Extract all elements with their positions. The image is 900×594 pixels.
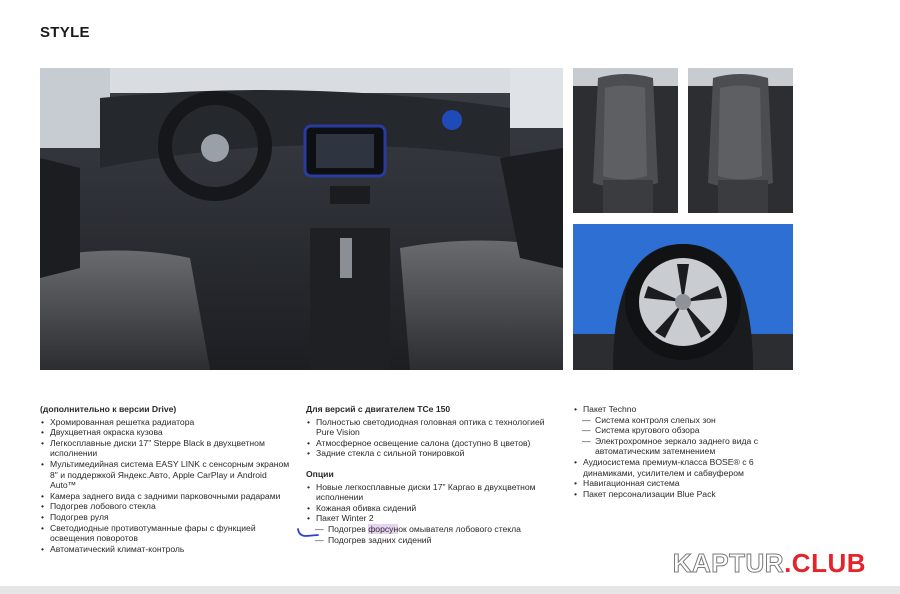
- list-item: • Кожаная обивка сидений: [306, 503, 556, 514]
- list-item: • Легкосплавные диски 17" Steppe Black в двухцветном исполнении: [40, 438, 290, 459]
- feature-list: [573, 457, 803, 499]
- list-item: • Пакет Techno: [573, 404, 803, 415]
- list-item: • Подогрев руля: [40, 512, 290, 523]
- options-heading: Опции: [306, 468, 334, 479]
- alloy-wheel-photo: [573, 224, 793, 370]
- list-item: • Двухцветная окраска кузова: [40, 427, 290, 438]
- feature-column-3: [573, 404, 803, 499]
- site-watermark: [673, 548, 866, 579]
- watermark-part-1: KAPTUR: [672, 548, 785, 578]
- feature-list: [40, 417, 290, 555]
- list-item: • Подогрев лобового стекла: [40, 501, 290, 512]
- list-item: • Мультимедийная система EASY LINK с сенсорным экраном 8" и поддержкой Яндекс.Авто, Apple CarPlay и Android Auto™: [40, 459, 290, 491]
- seat-photo-right: [688, 68, 793, 213]
- techno-package-sublist: [573, 415, 803, 457]
- list-item: • Хромированная решетка радиатора: [40, 417, 290, 428]
- pen-annotation-mark: [296, 526, 320, 540]
- bottom-scrollbar-strip: [0, 586, 900, 594]
- list-item: • Полностью светодиодная головная оптика с технологией Pure Vision: [306, 417, 556, 438]
- highlighted-text: форсун: [368, 523, 399, 534]
- feature-column-2: [306, 404, 556, 545]
- list-item: • Навигационная система: [573, 478, 803, 489]
- watermark-part-2: .CLUB: [784, 548, 866, 578]
- list-item: [306, 524, 556, 535]
- feature-list: [306, 417, 556, 459]
- list-item: • Задние стекла с сильной тонировкой: [306, 448, 556, 459]
- list-item: • Камера заднего вида с задними парковочными радарами: [40, 491, 290, 502]
- list-item: • Пакет персонализации Blue Pack: [573, 489, 803, 500]
- list-item: — Подогрев задних сидений: [306, 535, 556, 546]
- list-item: • Атмосферное освещение салона (доступно 8 цветов): [306, 438, 556, 449]
- feature-list: [573, 404, 803, 415]
- list-item: • Новые легкосплавные диски 17" Каргао в двухцветном исполнении: [306, 482, 556, 503]
- list-item: • Автоматический климат-контроль: [40, 544, 290, 555]
- seat-photo-left: [573, 68, 678, 213]
- car-interior-photo: [40, 68, 563, 370]
- list-item: — Система кругового обзора: [573, 425, 803, 436]
- list-item: — Система контроля слепых зон: [573, 415, 803, 426]
- feature-column-1: [40, 404, 290, 554]
- list-item: — Электрохромное зеркало заднего вида с автоматическим затемнением: [573, 436, 803, 457]
- list-item: • Светодиодные противотуманные фары с функцией освещения поворотов: [40, 523, 290, 544]
- list-item: • Аудиосистема премиум-класса BOSE® с 6 динамиками, усилителем и сабвуфером: [573, 457, 803, 478]
- text-part: Подогрев: [328, 523, 369, 534]
- column-heading: (дополнительно к версии Drive): [40, 404, 177, 414]
- list-item: • Пакет Winter 2: [306, 513, 556, 524]
- options-list: [306, 482, 556, 524]
- column-heading: Для версий с двигателем TCe 150: [306, 404, 451, 414]
- page-title: STYLE: [40, 24, 90, 41]
- winter-package-sublist: [306, 524, 556, 545]
- text-part: ок омывателя лобового стекла: [398, 523, 521, 534]
